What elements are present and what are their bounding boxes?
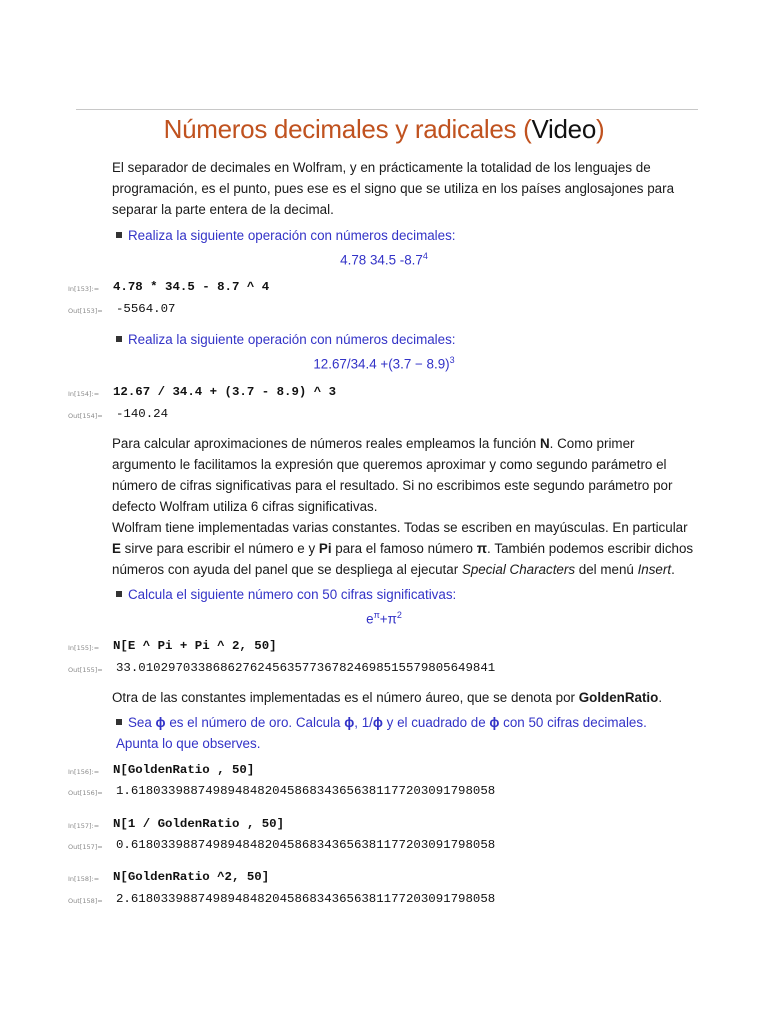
out-label: Out[158]= [68,897,103,905]
bullet-square-icon [116,591,122,597]
bullet-square-icon [116,232,122,238]
formula-1: 4.78 34.5 $-8.7^4$ [340,251,428,268]
output-cell-157: 0.6180339887498948482045868343656381177203091798058 [116,838,496,852]
in-label: In[155]:= [68,644,100,652]
input-cell-155[interactable]: N[E ^ Pi + Pi ^ 2, 50] [113,639,277,653]
out-label: Out[156]= [68,789,103,797]
input-cell-154[interactable]: 12.67 / 34.4 + (3.7 - 8.9) ^ 3 [113,385,337,399]
bullet-square-icon [116,336,122,342]
exercise-bullet-3: Calcula el siguiente número con 50 cifras significativas: [116,584,692,605]
golden-ratio-paragraph: Otra de las constantes implementadas es el número áureo, que se denota por GoldenRatio. [112,690,663,705]
output-cell-154: -140.24 [116,407,169,421]
in-label: In[157]:= [68,822,100,830]
out-label: Out[153]= [68,307,103,315]
output-cell-156: 1.6180339887498948482045868343656381177203091798058 [116,784,496,798]
out-label: Out[155]= [68,666,103,674]
intro-paragraph: El separador de decimales en Wolfram, y en prácticamente la totalidad de los lenguajes de programación, es el punto, pues ese es el signo que se utiliza en los países anglosajones para separar la parte entera de la decimal. [112,160,675,217]
top-divider [76,109,698,110]
approximation-paragraph: Para calcular aproximaciones de números reales empleamos la función N. Como primer argumento le facilitamos la expresión que queremos aproximar y como segundo parámetro el número de cifras significativas para el resultado. Si no escribimos este segundo parámetro por defecto Wolfram utiliza 6 cifras significativas. Wolfram tiene implementadas varias constantes. Todas se escriben en mayúsculas. En particular E sirve para escribir el número e y Pi para el famoso número π. También podemos escribir dichos números con ayuda del panel que se despliega al ejecutar Special Characters del menú Insert. [112,436,694,577]
exercise-bullet-2: Realiza la siguiente operación con números decimales: [116,329,692,350]
input-cell-157[interactable]: N[1 / GoldenRatio , 50] [113,817,285,831]
out-label: Out[157]= [68,843,103,851]
formula-2: $12.67/34.4 +(3.7 - 8.9)^3$ [313,355,455,372]
page-title: Números decimales y radicales (Video) [163,114,605,144]
exercise-bullet-1: Realiza la siguiente operación con números decimales: [116,225,692,246]
output-cell-153: -5564.07 [116,302,176,316]
exercise-bullet-4: Sea ϕ es el número de oro. Calcula ϕ, 1/ϕ y el cuadrado de ϕ con 50 cifras decimales. Apunta lo que observes. [116,715,647,751]
input-cell-158[interactable]: N[GoldenRatio ^2, 50] [113,870,270,884]
in-label: In[158]:= [68,875,100,883]
video-link[interactable]: Video [531,114,596,144]
formula-3: $e^\pi+\pi^2$ [366,610,402,627]
in-label: In[156]:= [68,768,100,776]
in-label: In[153]:= [68,285,100,293]
output-cell-155: 33.010297033868627624563577367824698515579805649841 [116,661,496,675]
bullet-square-icon [116,719,122,725]
input-cell-156[interactable]: N[GoldenRatio , 50] [113,763,255,777]
in-label: In[154]:= [68,390,100,398]
output-cell-158: 2.6180339887498948482045868343656381177203091798058 [116,892,496,906]
out-label: Out[154]= [68,412,103,420]
input-cell-153[interactable]: 4.78 * 34.5 - 8.7 ^ 4 [113,280,270,294]
